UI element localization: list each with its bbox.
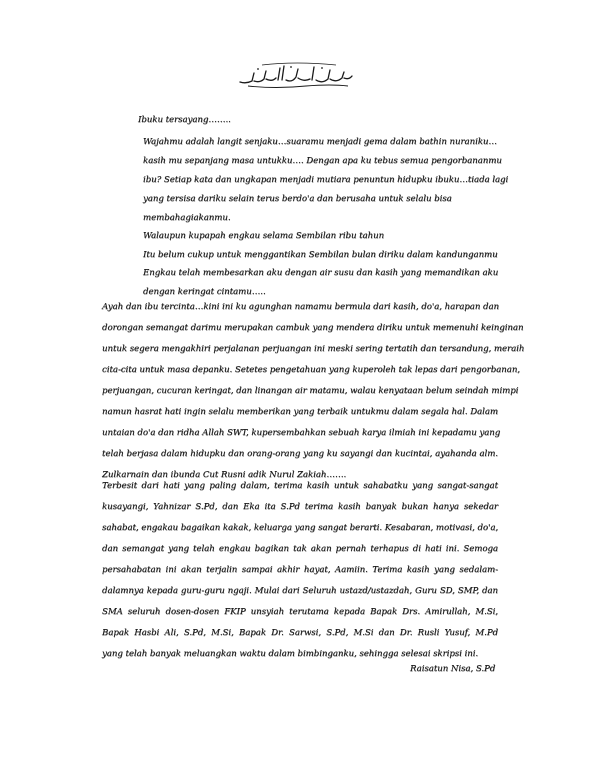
paragraph-line: telah berjasa dalam hidupku dan orang-orang yang ku sayangi dan kucintai, ayahanda alm. — [102, 449, 498, 459]
paragraph-line: Bapak Hasbi Ali, S.Pd, M.Si, Bapak Dr. Sarwsi, S.Pd, M.Si dan Dr. Rusli Yusuf, M.Pd — [102, 628, 498, 638]
paragraph-line: perjuangan, cucuran keringat, dan linangan air matamu, walau kenyataan belum seindah mimpi — [102, 386, 519, 396]
paragraph-line: kusayangi, Yahnizar S.Pd, dan Eka ita S.Pd terima kasih banyak bukan hanya sekedar — [102, 502, 498, 512]
poem-line: Wajahmu adalah langit senjaku…suaramu menjadi gema dalam bathin nuraniku… — [143, 137, 497, 147]
paragraph-line: cita-cita untuk masa depanku. Setetes pengetahuan yang kuperoleh tak lepas dari pengorbanan, — [102, 365, 520, 375]
signature-name: Raisatun Nisa, S.Pd — [410, 664, 496, 674]
poem-line: yang tersisa dariku selain terus berdo'a dan berusaha untuk selalu bisa — [143, 194, 452, 204]
poem-line: dengan keringat cintamu….. — [143, 287, 266, 297]
poem-line: Itu belum cukup untuk menggantikan Sembilan bulan diriku dalam kandunganmu — [143, 250, 498, 260]
paragraph-line: yang telah banyak meluangkan waktu dalam bimbinganku, sehingga selesai skripsi ini. — [102, 649, 479, 659]
paragraph-line: dalamnya kepada guru-guru ngaji. Mulai dari Seluruh ustazd/ustazdah, Guru SD, SMP, dan — [102, 586, 498, 596]
poem-line: ibu? Setiap kata dan ungkapan menjadi mutiara penuntun hidupku ibuku…tiada lagi — [143, 175, 509, 185]
paragraph-line: dorongan semangat darimu merupakan cambuk yang mendera diriku untuk memenuhi keinginan — [102, 323, 524, 333]
paragraph-line: dan semangat yang telah engkau bagikan tak akan pernah terhapus di hati ini. Semoga — [102, 544, 498, 554]
paragraph-line: SMA seluruh dosen-dosen FKIP unsyiah terutama kepada Bapak Drs. Amirullah, M.Si, — [102, 607, 498, 617]
poem-line: membahagiakanmu. — [143, 213, 231, 223]
basmala-calligraphy — [236, 60, 356, 90]
salutation: Ibuku tersayang…….. — [138, 115, 231, 125]
paragraph-line: sahabat, engakau bagaikan kakak, keluarga yang sangat berarti. Kesabaran, motivasi, do'a, — [102, 523, 499, 533]
paragraph-line: Ayah dan ibu tercinta…kini ini ku agunghan namamu bermula dari kasih, do'a, harapan dan — [102, 302, 499, 312]
poem-line: Engkau telah membesarkan aku dengan air susu dan kasih yang memandikan aku — [143, 268, 499, 278]
paragraph-line: Terbesit dari hati yang paling dalam, terima kasih untuk sahabatku yang sangat-sangat — [102, 481, 498, 491]
paragraph-line: namun hasrat hati ingin selalu memberikan yang terbaik untukmu dalam segala hal. Dalam — [102, 407, 498, 417]
paragraph-line: Zulkarnain dan ibunda Cut Rusni adik Nurul Zakiah……. — [102, 470, 347, 480]
paragraph-line: untaian do'a dan ridha Allah SWT, kupersembahkan sebuah karya ilmiah ini kepadamu yang — [102, 428, 501, 438]
paragraph-line: persahabatan ini akan terjalin sampai akhir hayat, Aamiin. Terima kasih yang sedalam- — [102, 565, 498, 575]
poem-line: Walaupun kupapah engkau selama Sembilan ribu tahun — [143, 231, 385, 241]
poem-line: kasih mu sepanjang masa untukku…. Dengan apa ku tebus semua pengorbananmu — [143, 156, 502, 166]
basmala-calligraphy-icon — [236, 60, 356, 90]
paragraph-line: untuk segera mengakhiri perjalanan perjuangan ini meski sering tertatih dan tersandung, meraih — [102, 344, 525, 354]
